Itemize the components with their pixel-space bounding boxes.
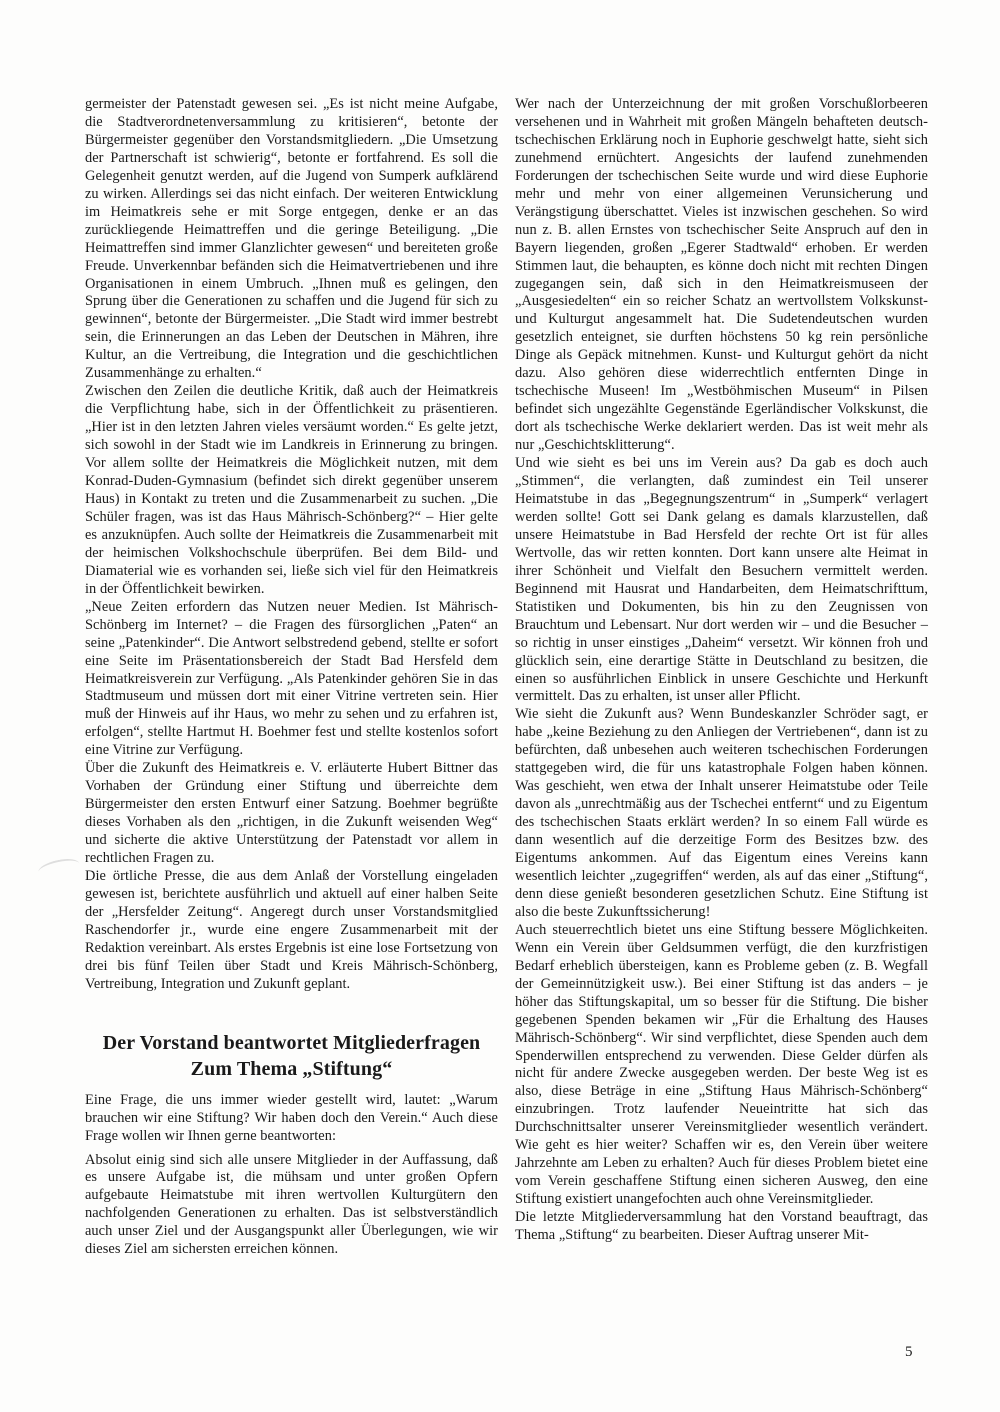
section-heading-line-2: Zum Thema „Stiftung“: [190, 1057, 393, 1080]
paragraph: Wer nach der Unterzeichnung der mit großen Vorschußlorbeeren versehenen und in Wahrheit mit großen Mängeln behafteten deutsch-tschechischen Erklärung noch in Euphorie geschwelgt hatte, sieht sich zunehmend ernüchtert. Angesichts der laufend zunehmenden Forderungen der tschechischen Seite wurde und wird diese Euphorie mehr und mehr von einer allgemeinen Verunsicherung und Verängstigung überschattet. Vieles ist inzwischen geschehen. So wird nun z. B. allen Ernstes von tschechischer Seite Anspruch auf den in Bayern liegenden, großen „Egerer Stadtwald“ erhoben. Er werden Stimmen laut, die behaupten, es könne doch nicht mit rechten Dingen zugegangen sein, daß sich in den Heimatkreismuseen der „Ausgesiedelten“ ein so reicher Schatz an wertvollstem Volkskunst- und Kulturgut angesammelt hat. Die Sudetendeutschen wurden gesetzlich enteignet, sie durften höchstens 50 kg rein persönliche Dinge als Gepäck mitnehmen. Kunst- und Kulturgut gehört da nicht dazu. Also gehören diese widerrechtlich entfernten Dinge in tschechische Museen! Im „Westböhmischen Museum“ in Pilsen befindet sich ungezählte Gegenstände Egerländischer Volkskunst, die dort als tschechische Werke deklariert werden. Das ist weit mehr als nur „Geschichtsklitterung“.: [515, 96, 928, 454]
paragraph: Zwischen den Zeilen die deutliche Kritik, daß auch der Heimatkreis die Verpflichtung habe, sich in der Öffentlichkeit zu präsentieren. „Hier ist in den letzten Jahren vieles versäumt worden.“ Es gelte jetzt, sich sowohl in der Stadt wie im Landkreis in Erinnerung zu bringen. Vor allem sollte der Heimatkreis die Möglichkeit nutzen, mit dem Konrad-Duden-Gymnasium (befindet sich direkt gegenüber unserem Haus) in Kontakt zu treten und die Zusammenarbeit zu suchen. „Die Schüler fragen, was ist das Haus Mährisch-Schönberg?“ – Hier gelte es anzuknüpfen. Auch sollte der Heimatkreis die Zusammenarbeit mit der heimischen Volkshochschule überprüfen. Bei dem Bild- und Diamaterial wie es vorhanden sei, ließe sich viel für den Heimatkreis in der Öffentlichkeit bewirken.: [85, 383, 498, 597]
page-number: 5: [905, 1344, 913, 1360]
left-column: [85, 96, 498, 1259]
paragraph: Und wie sieht es bei uns im Verein aus? Da gab es doch auch „Stimmen“, die verlangten, daß zumindest ein Teil unserer Heimatstube in das „Begegnungszentrum“ in „Sumperk“ verlagert werden sollte! Gott sei Dank gelang es damals klarzustellen, daß unsere Heimatstube in Bad Hersfeld der rechte Ort ist für alles Wertvolle, das wir retten konnten. Dort kann unsere alte Heimat in ihrer Schönheit und Vielfalt den Besuchern vermittelt werden. Beginnend mit Hausrat und Handarbeiten, dem Heimatschrifttum, Statistiken und Dokumenten, bis hin zu den Zeugnissen von Brauchtum und Lebensart. Nur dort werden wir – und die Besucher – so richtig in unser einstiges „Daheim“ versetzt. Wir können froh und glücklich sein, eine derartige Stätte in Deutschland zu besitzen, die einen so ausführlichen Einblick in unsere Geschichte und Herkunft vermittelt. Das zu erhalten, ist unser aller Pflicht.: [515, 455, 928, 705]
article-body-right: [515, 96, 928, 1245]
paragraph: Über die Zukunft des Heimatkreis e. V. erläuterte Hubert Bittner das Vorhaben der Gründung einer Stiftung und überreichte dem Bürgermeister den ersten Entwurf einer Satzung. Boehmer begrüßte dieses Vorhaben als den „richtigen, in die Zukunft weisenden Weg“ und sicherte die aktive Unterstützung der Patenstadt vor allem in rechtlichen Fragen zu.: [85, 760, 498, 867]
article-body-left: [85, 96, 498, 994]
question-paragraph: Eine Frage, die uns immer wieder gestellt wird, lautet: „Warum brauchen wir eine Stiftung? Wir haben doch den Verein.“ Auch diese Frage wollen wir Ihnen gerne beantworten:: [85, 1091, 498, 1144]
answer-paragraph: Absolut einig sind sich alle unsere Mitglieder in der Auffassung, daß es unsere Aufgabe ist, die mühsam und unter großen Opfern aufgebaute Heimatstube mit ihren wertvollen Kulturgütern den nachfolgenden Generationen zu erhalten. Das ist selbstverständlich auch unser Ziel und der Ausgangspunkt aller Überlegungen, wie wir dieses Ziel am sichersten erreichen können.: [85, 1151, 498, 1258]
paragraph: Die letzte Mitgliederversammlung hat den Vorstand beauftragt, das Thema „Stiftung“ zu bearbeiten. Dieser Auftrag unserer Mit-: [515, 1209, 928, 1244]
right-column: [515, 96, 928, 1259]
paragraph: „Neue Zeiten erfordern das Nutzen neuer Medien. Ist Mährisch-Schönberg im Internet? – die Fragen des fürsorglichen „Paten“ an seine „Patenkinder“. Die Antwort selbstredend gebend, stellte er sofort eine Seite im Präsentationsbereich der Stadt Bad Hersfeld dem Heimatkreisverein zur Verfügung. „Als Patenkinder gehören Sie in das Stadtmuseum und müssen dort mit einer Vitrine vertreten sein. Hier muß der Hinweis auf ihr Haus, wo mehr zu sehen und zu erfahren ist, erfolgen“, stellte Hartmut H. Boehmer fest und stellte kostenlos sofort eine Vitrine zur Verfügung.: [85, 598, 498, 759]
paragraph: Auch steuerrechtlich bietet uns eine Stiftung bessere Möglichkeiten. Wenn ein Verein über Geldsummen verfügt, die den kurzfristigen Bedarf erheblich übersteigen, kann es Probleme geben (z. B. Wegfall der Gemeinnützigkeit usw.). Bei einer Stiftung ist das anders – je höher das Stiftungskapital, um so besser für die Stiftung. Die bisher gegebenen Spenden bekamen wir „Für die Erhaltung des Hauses Mährisch-Schönberg“. Wir sind verpflichtet, diese Spenden auch dem Spenderwillen entsprechend zu verwenden. Diese Gelder dürfen als nicht für andere Zwecke ausgegeben werden. Der beste Weg ist es also, diese Beträge in eine „Stiftung Haus Mährisch-Schönberg“ einzubringen. Trotz laufender Neueintritte hat sich das Durchschnittsalter unserer Vereinsmitglieder wesentlich verändert. Wie geht es hier weiter? Schaffen wir es, den Verein über weitere Jahrzehnte am Leben zu erhalten? Auch für dieses Problem bietet eine vom Verein geschaffene Stiftung einen sicheren Ausweg, den eine Stiftung existiert unangefochten auch ohne Vereinsmitglieder.: [515, 921, 928, 1208]
paragraph: germeister der Patenstadt gewesen sei. „Es ist nicht meine Aufgabe, die Stadtverordnetenversammlung zu kritisieren“, betonte der Bürgermeister gegenüber den Vorstandsmitgliedern. „Die Umsetzung der Partnerschaft ist schwierig“, betonte er fortfahrend. Es soll die Gelegenheit genutzt werden, auf die Jugend von Sumperk aufklärend zu wirken. Allerdings sei das nicht einfach. Der weiteren Entwicklung im Heimatkreis sehe er mit Sorge entgegen, denke er an das zurückliegende Heimattreffen und die geringe Beteiligung. „Die Heimattreffen sind immer Glanzlichter gewesen“ und bereiteten große Freude. Unverkennbar befänden sich die Heimatvertriebenen und ihre Organisationen in einem Umbruch. „Ihnen muß es gelingen, den Sprung über die Generationen zu schaffen und die Jugend für sich zu gewinnen“, betonte der Bürgermeister. „Die Stadt wird immer bestrebt sein, die Erinnerungen an das Leben der Deutschen in Mähren, ihre Kultur, an die Vertreibung, die Integration und die geschichtlichen Zusammenhänge zu erhalten.“: [85, 96, 498, 382]
paragraph: Die örtliche Presse, die aus dem Anlaß der Vorstellung eingeladen gewesen ist, berichtete ausführlich und aktuell auf einer halben Seite der „Hersfelder Zeitung“. Angeregt durch unser Vorstandsmitglied Raschendorfer jr., wurde eine engere Zusammenarbeit mit der Redaktion vereinbart. Als erstes Ergebnis ist eine lose Fortsetzung von drei bis fünf Teilen über Stadt und Kreis Mährisch-Schönberg, Vertreibung, Integration und Zukunft geplant.: [85, 867, 498, 992]
scan-artifact: [37, 856, 81, 880]
section-heading-line-1: Der Vorstand beantwortet Mitgliederfragen: [102, 1031, 481, 1054]
two-column-layout: [85, 96, 928, 1259]
section-heading: [85, 1030, 498, 1082]
paragraph: Wie sieht die Zukunft aus? Wenn Bundeskanzler Schröder sagt, er habe „keine Beziehung zu den Anliegen der Vertriebenen“, dann ist zu befürchten, daß unbesehen auch weiteren tschechischen Forderungen stattgegeben wird, die für uns katastrophale Folgen haben können. Was geschieht, wen etwa der Inhalt unserer Heimatstube oder Teile davon als „unrechtmäßig aus der Tschechei entfernt“ und zu Eigentum des tschechischen Staats erklärt werden? In so einem Fall würde es dann wesentlich auf die derzeitige Form des Besitzes bzw. des Eigentums ankommen. Auf das Eigentum eines Vereins kann wesentlich leichter „zugegriffen“ werden, als auf das einer „Stiftung“, denn diese genießt besonderen gesetzlichen Schutz. Eine Stiftung ist also die beste Zukunftssicherung!: [515, 706, 928, 920]
